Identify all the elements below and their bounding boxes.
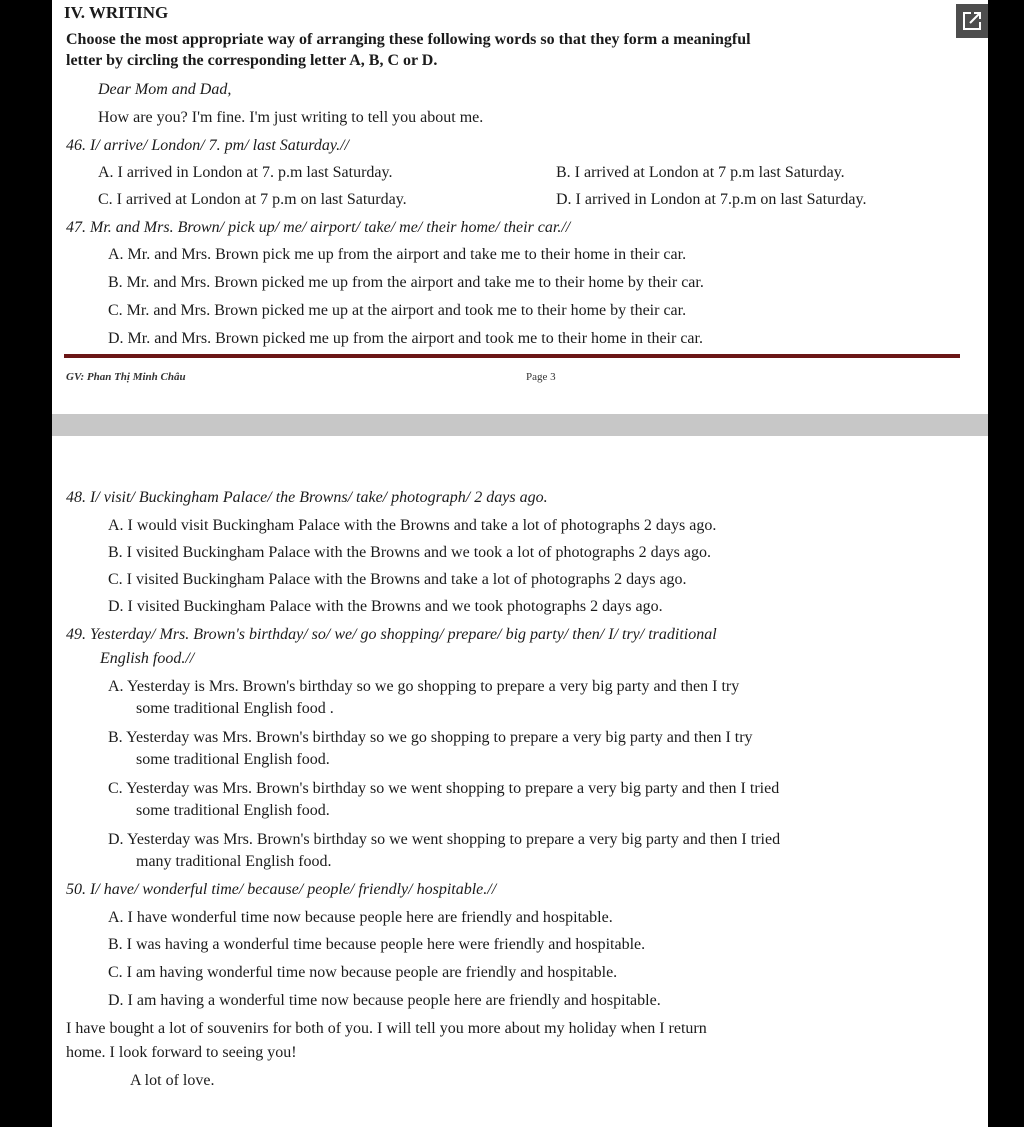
question-47-option-d[interactable]: D. Mr. and Mrs. Brown picked me up from the airport and took me to their home in their car. <box>108 330 703 347</box>
letter-signoff: A lot of love. <box>130 1072 215 1089</box>
footer-page-number: Page 3 <box>526 371 556 383</box>
instruction-line-2: letter by circling the corresponding letter A, B, C or D. <box>66 52 438 69</box>
question-48-option-b[interactable]: B. I visited Buckingham Palace with the Browns and we took a lot of photographs 2 days ago. <box>108 544 712 561</box>
question-49-option-b[interactable]: B. Yesterday was Mrs. Brown's birthday so we go shopping to prepare a very big party and then I try <box>108 729 753 746</box>
question-50-option-d[interactable]: D. I am having a wonderful time now because people here are friendly and hospitable. <box>108 992 661 1009</box>
question-49-option-a[interactable]: A. Yesterday is Mrs. Brown's birthday so we go shopping to prepare a very big party and then I try <box>108 678 740 695</box>
page-separator <box>52 414 988 436</box>
question-49-option-c[interactable]: C. Yesterday was Mrs. Brown's birthday so we went shopping to prepare a very big party and then I tried <box>108 780 780 797</box>
question-49-option-c-cont[interactable]: some traditional English food. <box>136 802 330 819</box>
question-50-option-a[interactable]: A. I have wonderful time now because people here are friendly and hospitable. <box>108 909 613 926</box>
question-46-option-a[interactable]: A. I arrived in London at 7. p.m last Saturday. <box>98 164 393 181</box>
footer-teacher-name: GV: Phan Thị Minh Châu <box>66 371 186 383</box>
question-46-option-d[interactable]: D. I arrived in London at 7.p.m on last Saturday. <box>556 191 867 208</box>
letter-greeting: Dear Mom and Dad, <box>98 81 232 98</box>
question-46-prompt: 46. I/ arrive/ London/ 7. pm/ last Saturday.// <box>66 137 349 154</box>
question-49-prompt-line-1: 49. Yesterday/ Mrs. Brown's birthday/ so/ we/ go shopping/ prepare/ big party/ then/ I/ try/ traditional <box>66 626 717 643</box>
edit-button[interactable] <box>956 4 988 38</box>
document-page-4 <box>52 436 988 1127</box>
question-50-option-b[interactable]: B. I was having a wonderful time because people here were friendly and hospitable. <box>108 936 646 953</box>
question-49-prompt-line-2: English food.// <box>100 650 195 667</box>
question-50-option-c[interactable]: C. I am having wonderful time now because people are friendly and hospitable. <box>108 964 618 981</box>
question-49-option-d[interactable]: D. Yesterday was Mrs. Brown's birthday so we went shopping to prepare a very big party and then I tried <box>108 831 781 848</box>
question-50-prompt: 50. I/ have/ wonderful time/ because/ people/ friendly/ hospitable.// <box>66 881 497 898</box>
question-47-option-c[interactable]: C. Mr. and Mrs. Brown picked me up at the airport and took me to their home by their car. <box>108 302 687 319</box>
question-46-option-b[interactable]: B. I arrived at London at 7 p.m last Saturday. <box>556 164 845 181</box>
footer-rule <box>64 354 960 358</box>
instruction-line-1: Choose the most appropriate way of arranging these following words so that they form a meaningful <box>66 31 751 48</box>
letter-closing-line-1: I have bought a lot of souvenirs for both of you. I will tell you more about my holiday when I return <box>66 1020 707 1037</box>
letter-intro: How are you? I'm fine. I'm just writing to tell you about me. <box>98 109 484 126</box>
question-48-option-d[interactable]: D. I visited Buckingham Palace with the Browns and we took photographs 2 days ago. <box>108 598 663 615</box>
edit-icon <box>962 11 982 31</box>
question-46-option-c[interactable]: C. I arrived at London at 7 p.m on last Saturday. <box>98 191 407 208</box>
question-47-option-b[interactable]: B. Mr. and Mrs. Brown picked me up from the airport and take me to their home by their car. <box>108 274 704 291</box>
letter-closing-line-2: home. I look forward to seeing you! <box>66 1044 297 1061</box>
document-page-3 <box>52 0 988 414</box>
question-48-option-c[interactable]: C. I visited Buckingham Palace with the Browns and take a lot of photographs 2 days ago. <box>108 571 687 588</box>
section-title: IV. WRITING <box>64 3 169 22</box>
question-47-option-a[interactable]: A. Mr. and Mrs. Brown pick me up from the airport and take me to their home in their car. <box>108 246 687 263</box>
question-49-option-d-cont[interactable]: many traditional English food. <box>136 853 332 870</box>
question-47-prompt: 47. Mr. and Mrs. Brown/ pick up/ me/ airport/ take/ me/ their home/ their car.// <box>66 219 571 236</box>
question-49-option-b-cont[interactable]: some traditional English food. <box>136 751 330 768</box>
question-48-prompt: 48. I/ visit/ Buckingham Palace/ the Browns/ take/ photograph/ 2 days ago. <box>66 489 548 506</box>
question-49-option-a-cont[interactable]: some traditional English food . <box>136 700 334 717</box>
question-48-option-a[interactable]: A. I would visit Buckingham Palace with the Browns and take a lot of photographs 2 days ago. <box>108 517 717 534</box>
